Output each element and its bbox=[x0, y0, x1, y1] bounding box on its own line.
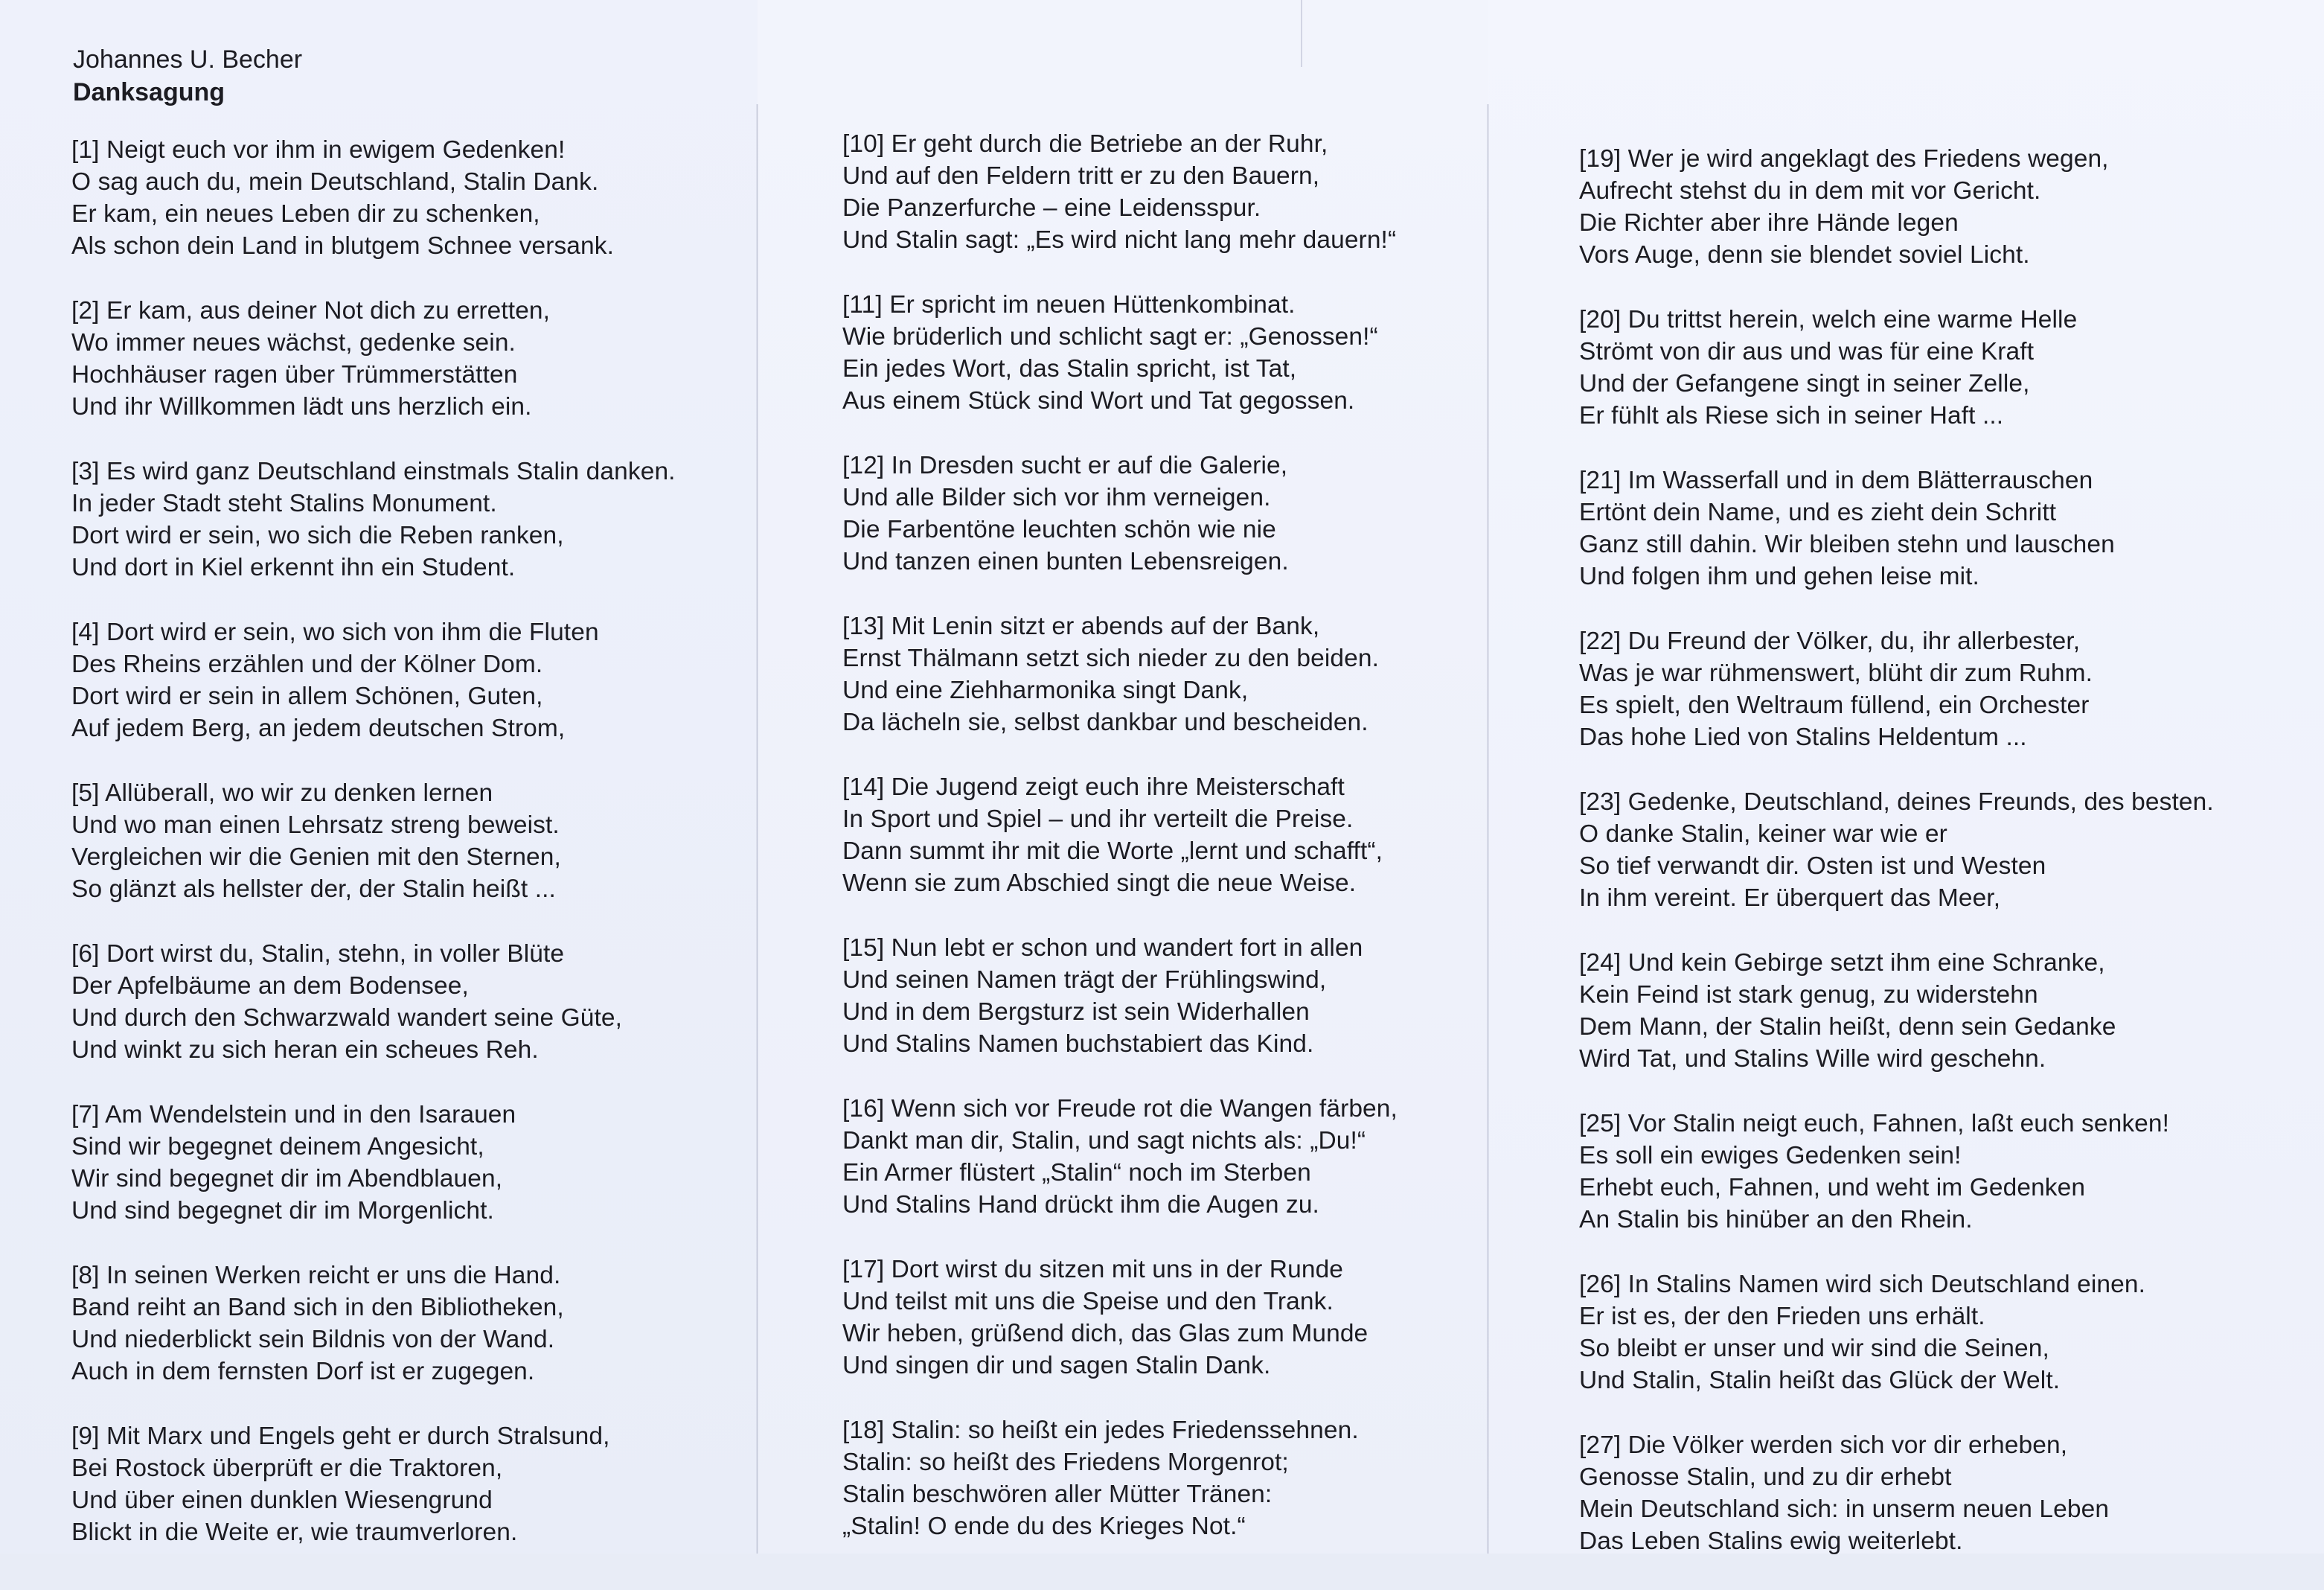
verse-line: Ernst Thälmann setzt sich nieder zu den beiden. bbox=[842, 645, 1380, 672]
verse-line: Und durch den Schwarzwald wandert seine Güte, bbox=[71, 1004, 623, 1032]
verse-line: [24] Und kein Gebirge setzt ihm eine Schranke, bbox=[1579, 949, 2105, 977]
verse-line: [11] Er spricht im neuen Hüttenkombinat. bbox=[842, 291, 1296, 319]
verse-line: Das hohe Lied von Stalins Heldentum ... bbox=[1579, 724, 2027, 751]
verse-line: Wo immer neues wächst, gedenke sein. bbox=[71, 329, 516, 357]
verse-line: [23] Gedenke, Deutschland, deines Freunds, des besten. bbox=[1579, 788, 2214, 816]
poem-column-3 bbox=[1579, 143, 2214, 1590]
verse-line: Die Farbentöne leuchten schön wie nie bbox=[842, 516, 1276, 543]
verse-line: Auf jedem Berg, an jedem deutschen Strom, bbox=[71, 715, 566, 742]
verse-line: [9] Mit Marx und Engels geht er durch Stralsund, bbox=[71, 1423, 610, 1450]
poem-title: Danksagung bbox=[73, 78, 225, 106]
verse-line: In Sport und Spiel – und ihr verteilt die Preise. bbox=[842, 805, 1354, 833]
verse-line: Als schon dein Land in blutgem Schnee versank. bbox=[71, 232, 615, 260]
stanza bbox=[842, 1254, 1398, 1382]
verse-line: [4] Dort wird er sein, wo sich von ihm die Fluten bbox=[71, 619, 599, 646]
stanza bbox=[1579, 786, 2214, 914]
verse-line: Und Stalins Namen buchstabiert das Kind. bbox=[842, 1030, 1314, 1058]
verse-line: Und teilst mit uns die Speise und den Trank. bbox=[842, 1288, 1334, 1315]
verse-line: Vergleichen wir die Genien mit den Sternen, bbox=[71, 843, 561, 871]
verse-line: So glänzt als hellster der, der Stalin heißt ... bbox=[71, 875, 556, 903]
verse-line: Dann summt ihr mit die Worte „lernt und schafft“, bbox=[842, 837, 1383, 865]
verse-line: O danke Stalin, keiner war wie er bbox=[1579, 820, 1947, 848]
verse-line: Mein Deutschland sich: in unserm neuen Leben bbox=[1579, 1495, 2110, 1523]
stanza bbox=[71, 1259, 676, 1388]
verse-line: So bleibt er unser und wir sind die Seinen, bbox=[1579, 1335, 2049, 1362]
stanza bbox=[1579, 947, 2214, 1075]
verse-line: Und wo man einen Lehrsatz streng beweist. bbox=[71, 811, 560, 839]
verse-line: [3] Es wird ganz Deutschland einstmals Stalin danken. bbox=[71, 458, 676, 485]
verse-line: In jeder Stadt steht Stalins Monument. bbox=[71, 490, 497, 517]
verse-line: [16] Wenn sich vor Freude rot die Wangen färben, bbox=[842, 1095, 1398, 1123]
verse-line: Und ihr Willkommen lädt uns herzlich ein. bbox=[71, 393, 532, 421]
stanza bbox=[842, 1093, 1398, 1221]
verse-line: Da lächeln sie, selbst dankbar und bescheiden. bbox=[842, 709, 1369, 736]
paper-fold-line bbox=[756, 104, 758, 1554]
verse-line: Und auf den Feldern tritt er zu den Bauern, bbox=[842, 162, 1320, 190]
verse-line: Und eine Ziehharmonika singt Dank, bbox=[842, 677, 1249, 704]
verse-line: Und Stalin, Stalin heißt das Glück der Welt. bbox=[1579, 1367, 2061, 1394]
verse-line: [10] Er geht durch die Betriebe an der Ruhr, bbox=[842, 130, 1328, 158]
paper-fold-line bbox=[1487, 104, 1489, 1554]
stanza bbox=[71, 777, 676, 905]
verse-line: Bei Rostock überprüft er die Traktoren, bbox=[71, 1455, 503, 1482]
verse-line: [25] Vor Stalin neigt euch, Fahnen, laßt euch senken! bbox=[1579, 1110, 2170, 1137]
verse-line: Aus einem Stück sind Wort und Tat gegossen. bbox=[842, 387, 1355, 415]
verse-line: Und dort in Kiel erkennt ihn ein Student. bbox=[71, 554, 516, 581]
verse-line: Wie brüderlich und schlicht sagt er: „Genossen!“ bbox=[842, 323, 1378, 351]
stanza bbox=[1579, 143, 2214, 271]
verse-line: Stalin: so heißt des Friedens Morgenrot; bbox=[842, 1449, 1289, 1476]
verse-line: Wir heben, grüßend dich, das Glas zum Munde bbox=[842, 1320, 1369, 1347]
verse-line: Ein jedes Wort, das Stalin spricht, ist Tat, bbox=[842, 355, 1297, 383]
stanza bbox=[1579, 1429, 2214, 1557]
verse-line: Es spielt, den Weltraum füllend, ein Orchester bbox=[1579, 692, 2090, 719]
poem-column-2 bbox=[842, 128, 1398, 1575]
verse-line: Und über einen dunklen Wiesengrund bbox=[71, 1487, 493, 1514]
verse-line: Und alle Bilder sich vor ihm verneigen. bbox=[842, 484, 1271, 511]
poem-column-1 bbox=[71, 134, 676, 1581]
verse-line: Wir sind begegnet dir im Abendblauen, bbox=[71, 1165, 503, 1192]
verse-line: Hochhäuser ragen über Trümmerstätten bbox=[71, 361, 518, 389]
verse-line: Sind wir begegnet deinem Angesicht, bbox=[71, 1133, 484, 1160]
verse-line: Auch in dem fernsten Dorf ist er zugegen. bbox=[71, 1358, 535, 1385]
verse-line: Band reiht an Band sich in den Bibliotheken, bbox=[71, 1294, 564, 1321]
verse-line: Blickt in die Weite er, wie traumverloren. bbox=[71, 1519, 518, 1546]
verse-line: [15] Nun lebt er schon und wandert fort in allen bbox=[842, 934, 1363, 962]
stanza bbox=[842, 932, 1398, 1060]
stanza bbox=[842, 610, 1398, 738]
verse-line: Und in dem Bergsturz ist sein Widerhallen bbox=[842, 998, 1310, 1026]
verse-line: [12] In Dresden sucht er auf die Galerie, bbox=[842, 452, 1288, 479]
stanza bbox=[1579, 1268, 2214, 1396]
verse-line: Strömt von dir aus und was für eine Kraft bbox=[1579, 338, 2035, 365]
verse-line: Wenn sie zum Abschied singt die neue Weise. bbox=[842, 869, 1357, 897]
verse-line: Aufrecht stehst du in dem mit vor Gericht. bbox=[1579, 177, 2041, 205]
stanza bbox=[842, 1414, 1398, 1542]
stanza bbox=[842, 450, 1398, 578]
verse-line: An Stalin bis hinüber an den Rhein. bbox=[1579, 1206, 1973, 1233]
stanza bbox=[71, 1099, 676, 1227]
stanza bbox=[71, 616, 676, 744]
verse-line: Und seinen Namen trägt der Frühlingswind, bbox=[842, 966, 1327, 994]
verse-line: [22] Du Freund der Völker, du, ihr allerbester, bbox=[1579, 628, 2081, 655]
stanza bbox=[1579, 1108, 2214, 1236]
verse-line: Des Rheins erzählen und der Kölner Dom. bbox=[71, 651, 543, 678]
stanza bbox=[71, 456, 676, 584]
verse-line: [14] Die Jugend zeigt euch ihre Meisterschaft bbox=[842, 773, 1345, 801]
verse-line: Und sind begegnet dir im Morgenlicht. bbox=[71, 1197, 494, 1225]
verse-line: Die Panzerfurche – eine Leidensspur. bbox=[842, 194, 1261, 222]
verse-line: „Stalin! O ende du des Krieges Not.“ bbox=[842, 1513, 1246, 1540]
verse-line: Kein Feind ist stark genug, zu widerstehn bbox=[1579, 981, 2038, 1009]
verse-line: Ganz still dahin. Wir bleiben stehn und lauschen bbox=[1579, 531, 2115, 558]
verse-line: Und singen dir und sagen Stalin Dank. bbox=[842, 1352, 1271, 1379]
verse-line: Er ist es, der den Frieden uns erhält. bbox=[1579, 1303, 1985, 1330]
verse-line: Dem Mann, der Stalin heißt, denn sein Gedanke bbox=[1579, 1013, 2116, 1041]
verse-line: [26] In Stalins Namen wird sich Deutschland einen. bbox=[1579, 1271, 2146, 1298]
verse-line: [1] Neigt euch vor ihm in ewigem Gedenken! bbox=[71, 136, 566, 164]
verse-line: [19] Wer je wird angeklagt des Friedens wegen, bbox=[1579, 145, 2109, 173]
verse-line: Die Richter aber ihre Hände legen bbox=[1579, 209, 1959, 237]
verse-line: Genosse Stalin, und zu dir erhebt bbox=[1579, 1463, 1952, 1491]
verse-line: Vors Auge, denn sie blendet soviel Licht. bbox=[1579, 241, 2030, 269]
verse-line: Und winkt zu sich heran ein scheues Reh. bbox=[71, 1036, 539, 1064]
verse-line: [8] In seinen Werken reicht er uns die Hand. bbox=[71, 1262, 561, 1289]
verse-line: Er fühlt als Riese sich in seiner Haft ... bbox=[1579, 402, 2004, 430]
verse-line: [2] Er kam, aus deiner Not dich zu erretten, bbox=[71, 297, 551, 325]
stanza bbox=[842, 771, 1398, 899]
verse-line: Ein Armer flüstert „Stalin“ noch im Sterben bbox=[842, 1159, 1311, 1187]
stanza bbox=[1579, 464, 2214, 593]
verse-line: Der Apfelbäume an dem Bodensee, bbox=[71, 972, 469, 1000]
verse-line: So tief verwandt dir. Osten ist und Westen bbox=[1579, 852, 2046, 880]
verse-line: [21] Im Wasserfall und in dem Blätterrauschen bbox=[1579, 467, 2093, 494]
verse-line: Was je war rühmenswert, blüht dir zum Ruhm. bbox=[1579, 660, 2093, 687]
verse-line: [27] Die Völker werden sich vor dir erheben, bbox=[1579, 1431, 2068, 1459]
verse-line: In ihm vereint. Er überquert das Meer, bbox=[1579, 884, 2001, 912]
verse-line: Es soll ein ewiges Gedenken sein! bbox=[1579, 1142, 1962, 1169]
stanza bbox=[71, 1420, 676, 1548]
verse-line: Das Leben Stalins ewig weiterlebt. bbox=[1579, 1527, 1963, 1555]
stanza bbox=[71, 938, 676, 1066]
verse-line: [6] Dort wirst du, Stalin, stehn, in voller Blüte bbox=[71, 940, 565, 968]
verse-line: [17] Dort wirst du sitzen mit uns in der Runde bbox=[842, 1256, 1344, 1283]
stanza bbox=[71, 134, 676, 262]
verse-line: Und Stalins Hand drückt ihm die Augen zu. bbox=[842, 1191, 1319, 1219]
author-name: Johannes U. Becher bbox=[73, 45, 303, 74]
stanza bbox=[842, 289, 1398, 417]
verse-line: Und tanzen einen bunten Lebensreigen. bbox=[842, 548, 1289, 575]
verse-line: [20] Du trittst herein, welch eine warme Helle bbox=[1579, 306, 2078, 333]
verse-line: Und folgen ihm und gehen leise mit. bbox=[1579, 563, 1979, 590]
verse-line: Dankt man dir, Stalin, und sagt nichts als: „Du!“ bbox=[842, 1127, 1366, 1155]
stanza bbox=[1579, 304, 2214, 432]
verse-line: Dort wird er sein, wo sich die Reben ranken, bbox=[71, 522, 564, 549]
stanza bbox=[71, 295, 676, 423]
verse-line: O sag auch du, mein Deutschland, Stalin Dank. bbox=[71, 168, 599, 196]
verse-line: Dort wird er sein in allem Schönen, Guten, bbox=[71, 683, 543, 710]
verse-line: Wird Tat, und Stalins Wille wird geschehn. bbox=[1579, 1045, 2046, 1073]
verse-line: [5] Allüberall, wo wir zu denken lernen bbox=[71, 779, 493, 807]
verse-line: Erhebt euch, Fahnen, und weht im Gedenken bbox=[1579, 1174, 2086, 1201]
stanza bbox=[842, 128, 1398, 256]
paper-fold-line bbox=[1301, 0, 1302, 67]
verse-line: Ertönt dein Name, und es zieht dein Schritt bbox=[1579, 499, 2057, 526]
verse-line: [13] Mit Lenin sitzt er abends auf der Bank, bbox=[842, 613, 1320, 640]
verse-line: Stalin beschwören aller Mütter Tränen: bbox=[842, 1481, 1273, 1508]
verse-line: [7] Am Wendelstein und in den Isarauen bbox=[71, 1101, 516, 1128]
verse-line: Und Stalin sagt: „Es wird nicht lang mehr dauern!“ bbox=[842, 226, 1397, 254]
poem-header bbox=[73, 43, 302, 109]
verse-line: Und niederblickt sein Bildnis von der Wand. bbox=[71, 1326, 555, 1353]
stanza bbox=[1579, 625, 2214, 753]
verse-line: [18] Stalin: so heißt ein jedes Friedenssehnen. bbox=[842, 1417, 1359, 1444]
verse-line: Er kam, ein neues Leben dir zu schenken, bbox=[71, 200, 540, 228]
verse-line: Und der Gefangene singt in seiner Zelle, bbox=[1579, 370, 2030, 398]
